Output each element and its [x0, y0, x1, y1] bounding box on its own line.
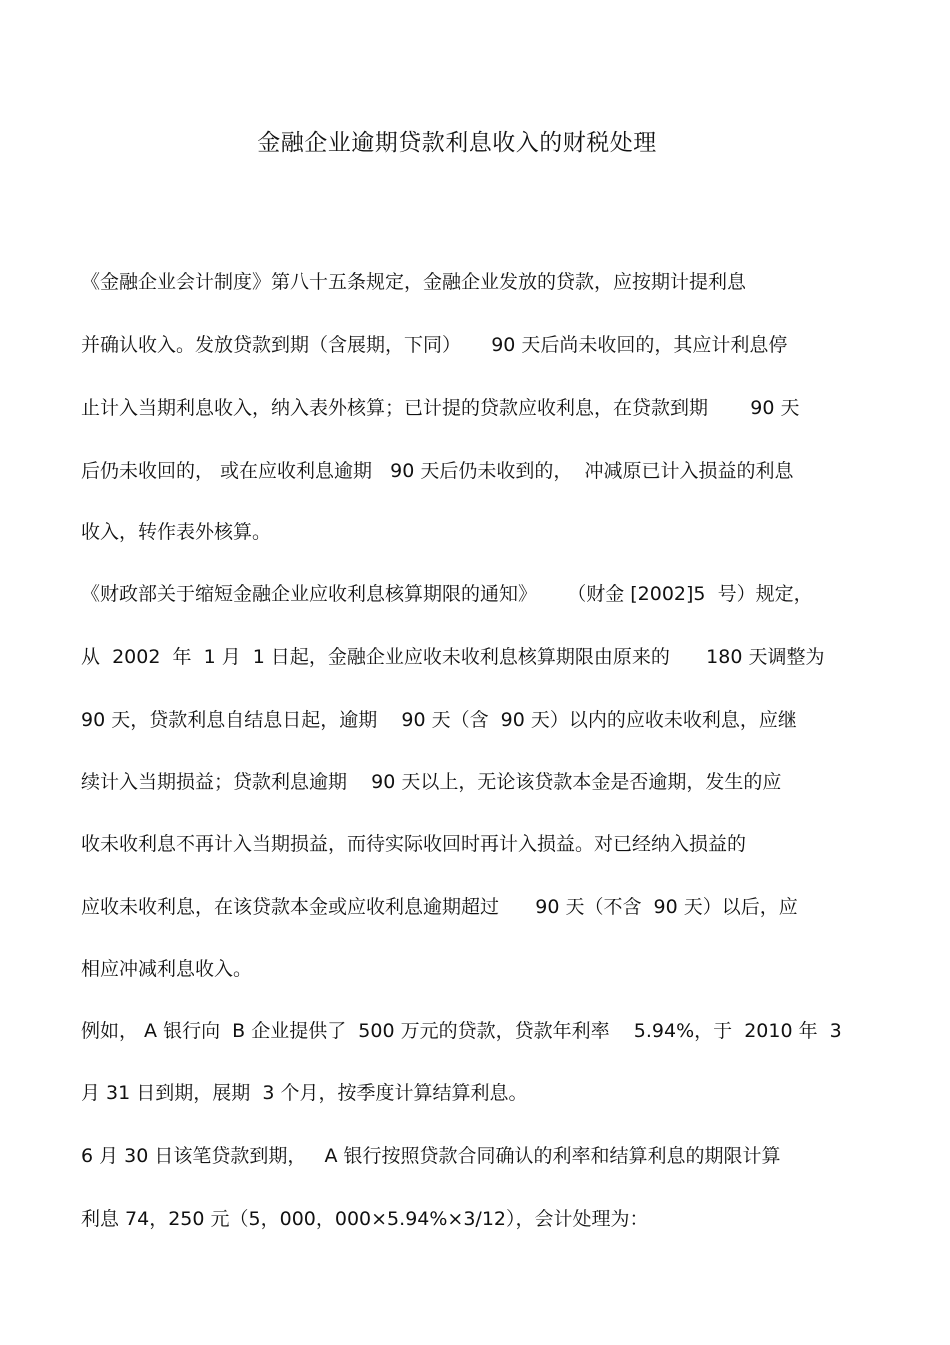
- paragraph-line: 例如， A 银行向 B 企业提供了 500 万元的贷款，贷款年利率 5.94%，于 2010 年 3: [81, 1020, 842, 1042]
- paragraph-line: 止计入当期利息收入，纳入表外核算；已计提的贷款应收利息，在贷款到期 90 天: [81, 397, 800, 419]
- paragraph-line: 90 天，贷款利息自结息日起，逾期 90 天（含 90 天）以内的应收未收利息，应继: [81, 709, 797, 731]
- paragraph-line: 续计入当期损益；贷款利息逾期 90 天以上，无论该贷款本金是否逾期，发生的应: [81, 771, 782, 793]
- paragraph-line: 月 31 日到期，展期 3 个月，按季度计算结算利息。: [81, 1082, 528, 1104]
- paragraph-line: 后仍未收回的， 或在应收利息逾期 90 天后仍未收到的， 冲减原已计入损益的利息: [81, 460, 794, 482]
- paragraph-line: 并确认收入。发放贷款到期（含展期，下同） 90 天后尚未收回的，其应计利息停: [81, 334, 788, 356]
- paragraph-line: 《金融企业会计制度》第八十五条规定，金融企业发放的贷款，应按期计提利息: [81, 271, 747, 293]
- paragraph-line: 应收未收利息，在该贷款本金或应收利息逾期超过 90 天（不含 90 天）以后，应: [81, 896, 798, 918]
- paragraph-line: 利息 74，250 元（5，000，000×5.94%×3/12），会计处理为：: [81, 1208, 649, 1230]
- paragraph-line: 相应冲减利息收入。: [81, 958, 253, 980]
- paragraph-line: 6 月 30 日该笔贷款到期， A 银行按照贷款合同确认的利率和结算利息的期限计算: [81, 1145, 781, 1167]
- paragraph-line: 收未收利息不再计入当期损益，而待实际收回时再计入损益。对已经纳入损益的: [81, 833, 747, 855]
- document-title: 金融企业逾期贷款利息收入的财税处理: [257, 130, 657, 156]
- paragraph-line: 收入，转作表外核算。: [81, 521, 272, 543]
- paragraph-line: 从 2002 年 1 月 1 日起，金融企业应收未收利息核算期限由原来的 180 天调整为: [81, 646, 825, 668]
- paragraph-line: 《财政部关于缩短金融企业应收利息核算期限的通知》 （财金 [2002]5 号）规定，: [81, 583, 813, 605]
